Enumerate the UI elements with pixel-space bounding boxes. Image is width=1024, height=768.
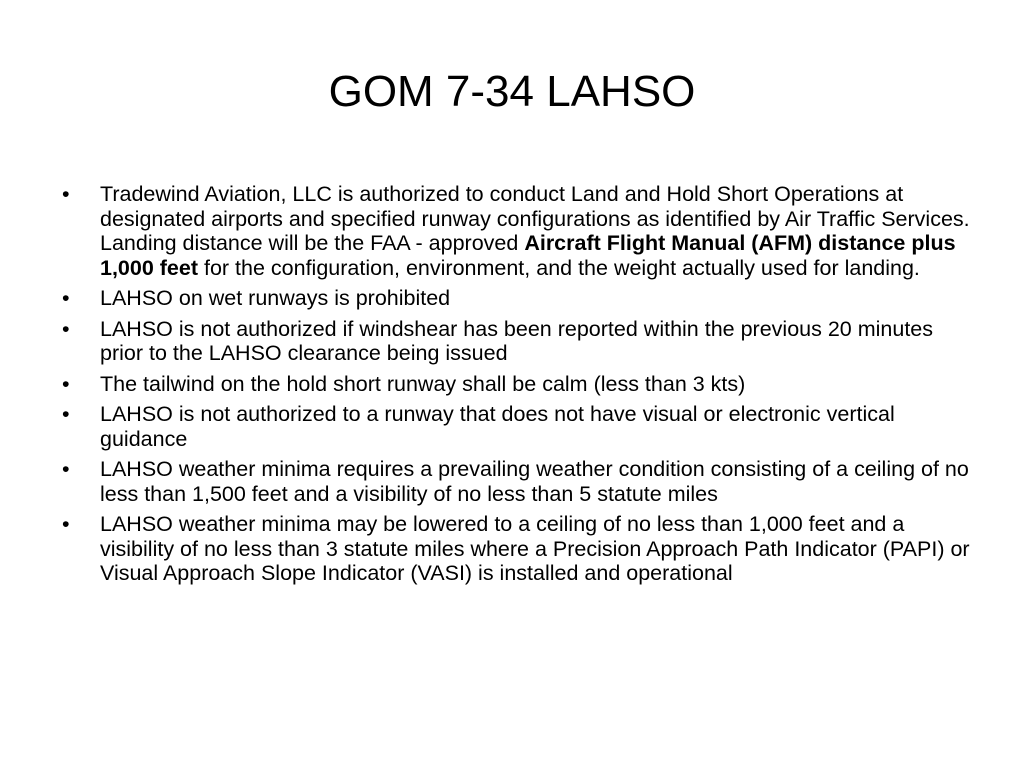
bullet-marker: • — [62, 182, 70, 206]
bullet-item — [62, 402, 974, 451]
bullet-text: LAHSO on wet runways is prohibited — [100, 286, 451, 310]
bullet-item — [62, 457, 974, 506]
bullet-marker: • — [62, 371, 70, 396]
bullet-text: LAHSO weather minima requires a prevailing weather condition consisting of a ceiling of no less than 1,500 feet and a visibility of no less than 5 statute miles — [100, 457, 969, 506]
bullet-text-end: for the configuration, environment, and the weight actually used for landing. — [198, 255, 920, 280]
bullet-text: LAHSO weather minima may be lowered to a ceiling of no less than 1,000 feet and a visibility of no less than 3 statute miles where a Precision Approach Path Indicator (PAPI) or Visual Approach Slope Indicator (VASI) is installed and operational — [100, 512, 970, 585]
bullet-text: The tailwind on the hold short runway shall be calm (less than 3 kts) — [100, 371, 746, 396]
bullet-text: LAHSO is not authorized if windshear has been reported within the previous 20 minutes prior to the LAHSO clearance being issued — [100, 316, 933, 365]
bullet-item — [62, 317, 974, 366]
bullet-item — [62, 512, 974, 586]
bullet-text-start: Tradewind Aviation, LLC is authorized to conduct Land and Hold Short Operations at designated airports and specified runway configurations as identified by Air Traffic Services. Landing distance will be the FAA - approved — [100, 182, 970, 255]
bullet-item — [62, 372, 974, 397]
bullet-item — [62, 286, 974, 311]
bullet-text-emphasis: Aircraft Flight Manual (AFM) distance plus 1,000 feet — [100, 231, 956, 280]
bullet-marker: • — [62, 457, 70, 481]
slide-title: GOM 7-34 LAHSO — [328, 67, 696, 116]
bullet-list — [62, 182, 974, 592]
bullet-marker: • — [62, 512, 70, 536]
bullet-marker: • — [62, 402, 70, 426]
bullet-text: LAHSO is not authorized to a runway that does not have visual or electronic vertical guidance — [100, 402, 895, 451]
bullet-marker: • — [62, 316, 70, 341]
bullet-marker: • — [62, 286, 70, 310]
bullet-item — [62, 182, 974, 280]
